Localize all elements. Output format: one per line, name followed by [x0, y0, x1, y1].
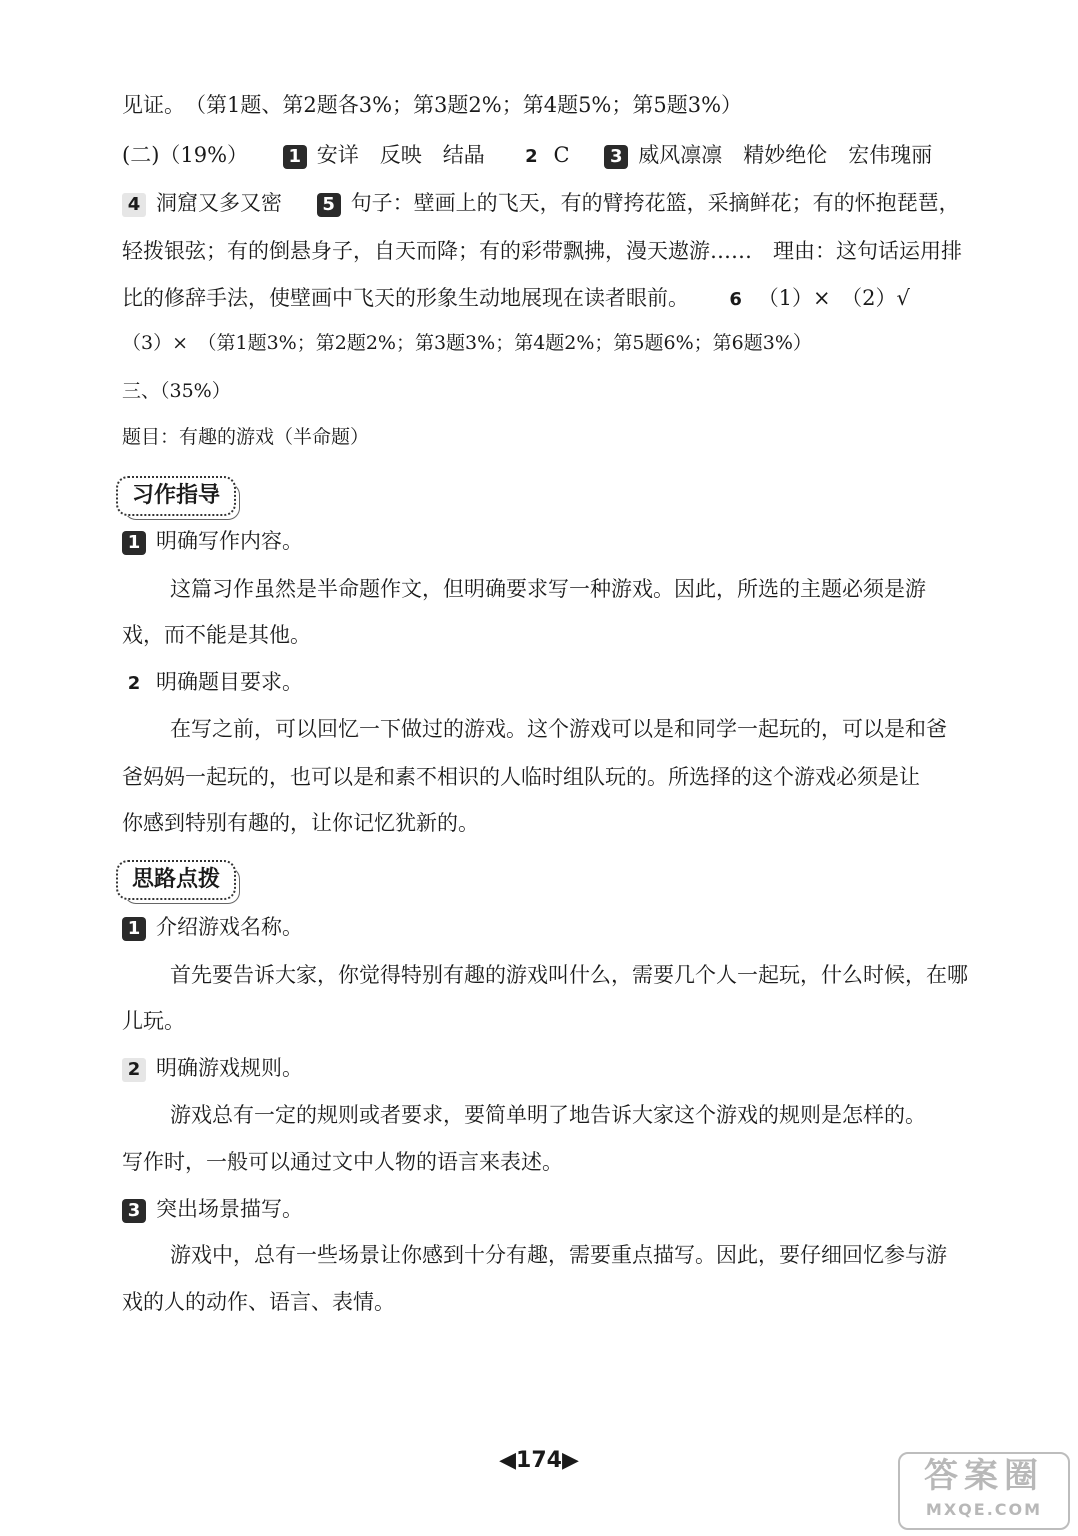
- tips-item-3: [122, 1194, 303, 1224]
- guide-item-1: [122, 526, 303, 556]
- answer-3-text: 威风凛凛 精妙绝伦 宏伟瑰丽: [638, 143, 933, 167]
- answer-line-3: [122, 188, 960, 218]
- answer-1-text: 安详 反映 结晶: [316, 143, 485, 167]
- badge-2: 2: [525, 146, 538, 167]
- tips-item-3-label: 突出场景描写。: [156, 1197, 303, 1221]
- tips-item-1-label: 介绍游戏名称。: [156, 915, 303, 939]
- watermark-text-2: MXQE.COM: [925, 1500, 1043, 1519]
- guide-item-2: [122, 667, 303, 699]
- section-writing-guide-title: 习作指导: [116, 476, 236, 516]
- tips-paragraph-1b: 儿玩。: [122, 1009, 185, 1033]
- badge-6: 6: [729, 289, 742, 310]
- tips-item-2-badge: 2: [122, 1058, 146, 1082]
- badge-5: 5: [317, 193, 341, 217]
- section-three-label: 三、（35%）: [122, 380, 231, 402]
- tips-paragraph-2b: 写作时，一般可以通过文中人物的语言来表述。: [122, 1150, 563, 1174]
- watermark-logo: [898, 1452, 1070, 1530]
- badge-3: 3: [604, 145, 628, 169]
- answer-5-text: 句子：壁画上的飞天，有的臂挎花篮，采摘鲜花；有的怀抱琵琶，: [350, 191, 960, 215]
- essay-title: 题目：有趣的游戏（半命题）: [122, 426, 370, 448]
- watermark-text-1: 答案圈: [924, 1456, 1044, 1496]
- guide-paragraph-1a: 这篇习作虽然是半命题作文，但明确要求写一种游戏。因此，所选的主题必须是游: [170, 577, 926, 601]
- answer-4-text: 洞窟又多又密: [156, 191, 282, 215]
- answer-line-5-text: 比的修辞手法，使壁画中飞天的形象生动地展现在读者眼前。: [122, 286, 689, 310]
- tips-item-1-badge: 1: [122, 917, 146, 941]
- guide-paragraph-2c: 你感到特别有趣的，让你记忆犹新的。: [122, 811, 479, 835]
- guide-paragraph-2b: 爸妈妈一起玩的，也可以是和素不相识的人临时组队玩的。所选择的这个游戏必须是让: [122, 765, 920, 789]
- section-two-label: (二)（19%）: [122, 143, 249, 167]
- answer-line-1: 见证。 （第1题、第2题各3%；第3题2%；第4题5%；第5题3%）: [122, 93, 743, 117]
- section-thinking-tips-title: 思路点拨: [116, 860, 236, 900]
- tips-paragraph-1a: 首先要告诉大家，你觉得特别有趣的游戏叫什么，需要几个人一起玩，什么时候，在哪: [170, 963, 968, 987]
- guide-item-1-badge: 1: [122, 531, 146, 555]
- tips-item-1: [122, 912, 303, 942]
- guide-paragraph-1b: 戏，而不能是其他。: [122, 623, 311, 647]
- answer-line-6: （3）× （第1题3%；第2题2%；第3题3%；第4题2%；第5题6%；第6题3%）: [122, 332, 812, 354]
- page-number: ◀174▶: [499, 1448, 579, 1473]
- guide-item-2-label: 明确题目要求。: [156, 670, 303, 694]
- tips-paragraph-3a: 游戏中，总有一些场景让你感到十分有趣，需要重点描写。因此，要仔细回忆参与游: [170, 1243, 947, 1267]
- guide-item-1-label: 明确写作内容。: [156, 529, 303, 553]
- tips-paragraph-2a: 游戏总有一定的规则或者要求，要简单明了地告诉大家这个游戏的规则是怎样的。: [170, 1103, 926, 1127]
- guide-item-2-badge: 2: [127, 673, 141, 694]
- tips-item-2: [122, 1053, 303, 1083]
- answer-6-text: （1）× （2）√: [757, 286, 910, 310]
- tips-item-3-badge: 3: [122, 1199, 146, 1223]
- guide-paragraph-2a: 在写之前，可以回忆一下做过的游戏。这个游戏可以是和同学一起玩的，可以是和爸: [170, 717, 947, 741]
- tips-paragraph-3b: 戏的人的动作、语言、表情。: [122, 1290, 395, 1314]
- answer-line-5: [122, 283, 910, 315]
- tips-item-2-label: 明确游戏规则。: [156, 1056, 303, 1080]
- badge-4: 4: [122, 193, 146, 217]
- answer-line-2: [122, 140, 932, 172]
- answer-line-4: 轻拨银弦；有的倒悬身子，自天而降；有的彩带飘拂，漫天遨游…… 理由：这句话运用排: [122, 239, 962, 263]
- answer-2-text: C: [553, 143, 570, 167]
- badge-1: 1: [283, 145, 307, 169]
